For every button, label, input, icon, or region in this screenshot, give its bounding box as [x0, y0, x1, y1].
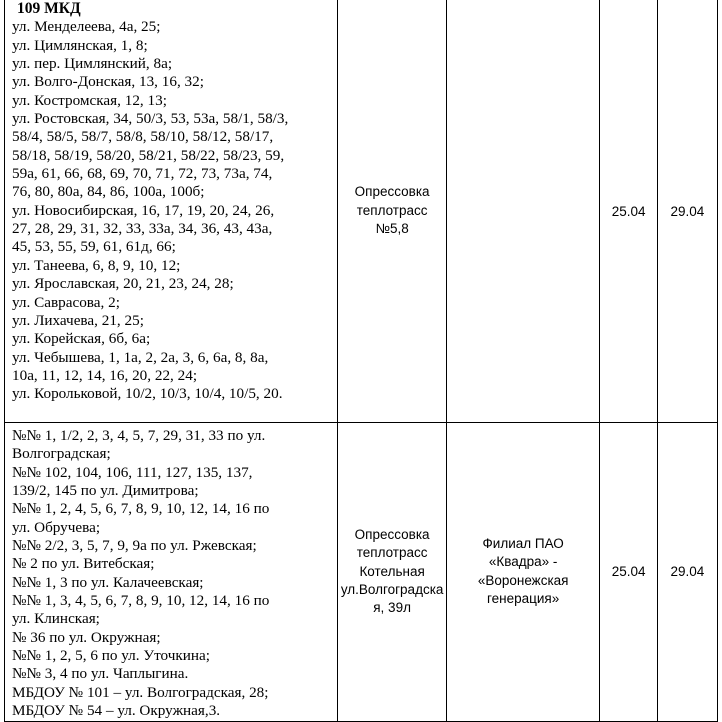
- address-line: 59а, 61, 66, 68, 69, 70, 71, 72, 73, 73а, 74,: [12, 165, 273, 183]
- address-line: ул. Ростовская, 34, 50/3, 53, 53а, 58/1, 58/3,: [12, 110, 289, 128]
- work-line: теплотрасс: [356, 545, 428, 561]
- table-row: [5, 0, 718, 423]
- address-line: 58/4, 58/5, 58/7, 58/8, 58/10, 58/12, 58/17,: [12, 128, 274, 146]
- address-line: ул. Обручева;: [12, 518, 101, 536]
- address-line: ул. Корейская, 6б, 6а;: [12, 330, 151, 348]
- address-line: ул. Корольковой, 10/2, 10/3, 10/4, 10/5, 20.: [12, 385, 283, 403]
- address-line: №№ 1, 3 по ул. Калачеевская;: [12, 573, 204, 591]
- address-line: №№ 2/2, 3, 5, 7, 9, 9а по ул. Ржевская;: [12, 537, 257, 555]
- address-line: №№ 3, 4 по ул. Чаплыгина.: [12, 665, 189, 683]
- address-line: ул. Цимлянская, 1, 8;: [12, 36, 148, 54]
- address-line: ул. Волго-Донская, 13, 16, 32;: [12, 73, 204, 91]
- org-line: «Воронежская: [477, 572, 569, 588]
- organization-cell: [446, 0, 600, 423]
- address-line: ул. Саврасова, 2;: [12, 293, 120, 311]
- work-line: Опрессовка: [354, 526, 430, 542]
- address-line: ул. Менделеева, 4а, 25;: [12, 18, 161, 36]
- work-line: Котельная: [359, 563, 425, 579]
- address-line: №№ 1, 2, 5, 6 по ул. Уточкина;: [12, 647, 210, 665]
- address-cell: [5, 0, 338, 423]
- org-line: «Квадра» -: [488, 554, 558, 570]
- address-line: №№ 1, 3, 4, 5, 6, 7, 8, 9, 10, 12, 14, 16 по: [12, 592, 270, 610]
- outage-schedule-table: [4, 0, 718, 722]
- address-line: № 2 по ул. Витебская;: [12, 555, 155, 573]
- org-line: генерация»: [487, 591, 560, 607]
- address-line: 109 МКД: [17, 0, 81, 17]
- address-line: МБДОУ № 101 – ул. Волгоградская, 28;: [12, 683, 269, 701]
- org-line: Филиал ПАО: [482, 535, 564, 551]
- organization-cell: [446, 423, 600, 722]
- start-date-cell: 25.04: [600, 423, 657, 722]
- address-line: 58/18, 58/19, 58/20, 58/21, 58/22, 58/23, 59,: [12, 146, 285, 164]
- address-line: ул. Танеева, 6, 8, 9, 10, 12;: [12, 256, 181, 274]
- work-line: теплотрасс: [356, 202, 428, 218]
- address-line: 27, 28, 29, 31, 32, 33, 33а, 34, 36, 43, 43а,: [12, 220, 273, 238]
- address-line: ул. Лихачева, 21, 25;: [12, 311, 144, 329]
- address-line: № 36 по ул. Окружная;: [12, 628, 161, 646]
- address-line: ул. Клинская;: [12, 610, 100, 628]
- address-line: ул. Костромская, 12, 13;: [12, 91, 167, 109]
- address-line: №№ 102, 104, 106, 111, 127, 135, 137,: [12, 463, 253, 481]
- address-line: 76, 80, 80а, 84, 86, 100а, 100б;: [12, 183, 205, 201]
- address-line: ул. Новосибирская, 16, 17, 19, 20, 24, 26,: [12, 201, 275, 219]
- address-line: ул. Чебышева, 1, 1а, 2, 2а, 3, 6, 6а, 8, 8а,: [12, 348, 269, 366]
- address-cell: [5, 423, 338, 722]
- address-line: Волгоградская;: [12, 445, 111, 463]
- address-line: №№ 1, 2, 4, 5, 6, 7, 8, 9, 10, 12, 14, 16 по: [12, 500, 270, 518]
- address-line: ул. пер. Цимлянский, 8а;: [12, 55, 173, 73]
- work-line: я, 39л: [373, 600, 411, 616]
- work-line: №5,8: [375, 221, 409, 237]
- address-line: 10а, 11, 12, 14, 16, 20, 22, 24;: [12, 366, 198, 384]
- table-row: [5, 423, 718, 722]
- work-type-cell: [338, 423, 446, 722]
- end-date-cell: 29.04: [657, 0, 717, 423]
- work-line: ул.Волгоградска: [340, 581, 444, 597]
- address-line: МБДОУ № 54 – ул. Окружная,3.: [12, 702, 221, 720]
- work-line: Опрессовка: [354, 184, 430, 200]
- end-date-cell: 29.04: [657, 423, 717, 722]
- address-line: ул. Ярославская, 20, 21, 23, 24, 28;: [12, 275, 234, 293]
- start-date-cell: 25.04: [600, 0, 657, 423]
- work-type-cell: [338, 0, 446, 423]
- address-line: 45, 53, 55, 59, 61, 61д, 66;: [12, 238, 176, 256]
- address-line: №№ 1, 1/2, 2, 3, 4, 5, 7, 29, 31, 33 по ул.: [12, 427, 266, 444]
- address-line: 139/2, 145 по ул. Димитрова;: [12, 482, 199, 500]
